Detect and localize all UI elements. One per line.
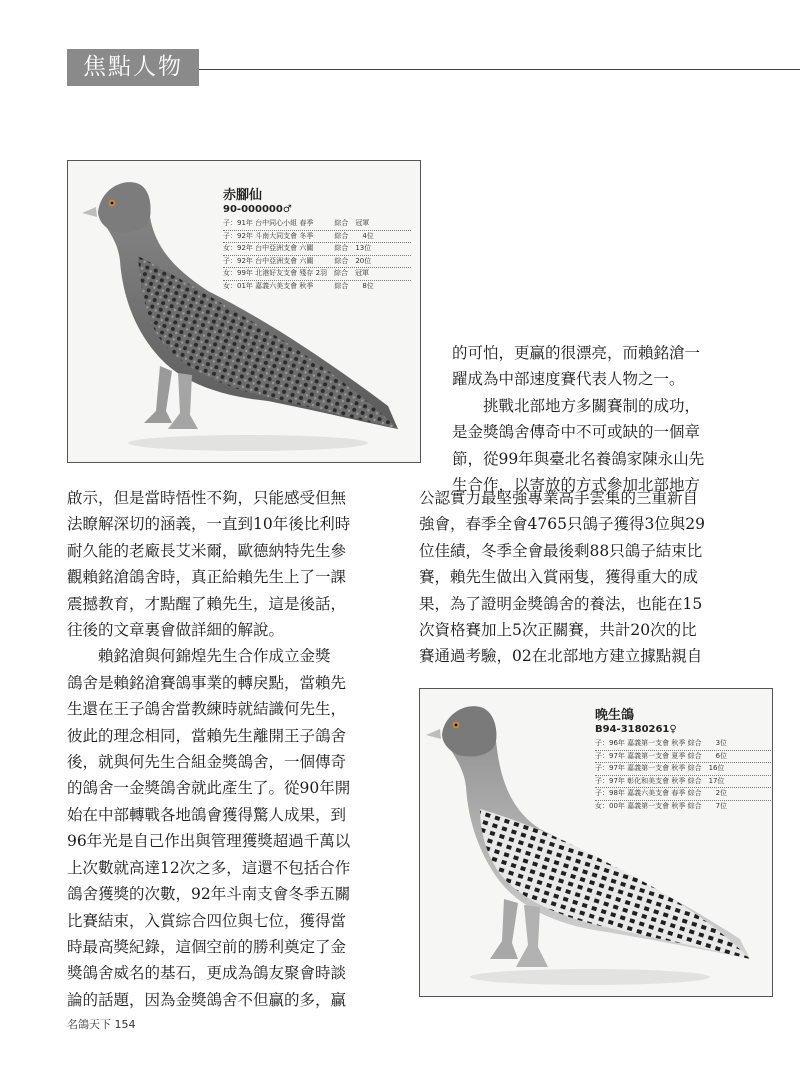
right-column-text <box>419 485 789 670</box>
text-line: 比賽結束，入賞綜合四位與七位，獲得當 <box>67 911 347 930</box>
text-line: 節，從99年與臺北名養鴿家陳永山先 <box>452 449 705 468</box>
ring-number: 90-000000♂ <box>223 204 292 215</box>
text-line: 鴿舍獲獎的次數，92年斗南支會冬季五關 <box>67 885 351 904</box>
text-line: 是金獎鴿舍傳奇中不可或缺的一個章 <box>452 423 701 442</box>
record-row: 女：01年 嘉義六美支會 秋季 綜合 8位 <box>223 281 374 290</box>
pigeon-photo-1 <box>67 160 421 463</box>
text-line: 觀賴銘滄鴿舍時，真正給賴先生上了一課 <box>67 568 347 587</box>
text-line: 強會，春季全會4765只鴿子獲得3位與29 <box>419 515 706 534</box>
right-column-top-text <box>452 340 785 498</box>
pigeon-name: 晚生鴿 <box>595 708 635 723</box>
text-line: 時最高獎紀錄，這個空前的勝利奠定了金 <box>67 937 347 956</box>
text-line: 96年光是自己作出與管理獲獎超過千萬以 <box>67 832 351 851</box>
record-row: 女：92年 台中亞洲支會 六關 綜合 13位 <box>223 243 411 256</box>
record-row: 子：98年 嘉義六美支會 春季 綜合 2位 <box>595 788 773 801</box>
text-line: 的鴿舍一金獎鴿舍就此產生了。從90年開 <box>67 779 351 798</box>
text-line: 賴銘滄與何錦煌先生合作成立金獎 <box>67 647 331 666</box>
record-row: 子：97年 嘉義第一支會 夏季 綜合 6位 <box>595 751 773 764</box>
header-rule <box>199 69 800 70</box>
text-line: 生合作，以寄放的方式參加北部地方 <box>452 476 701 495</box>
text-line: 論的話題，因為金獎鴿舍不但贏的多，贏 <box>67 990 347 1009</box>
text-line: 後，就與何先生合組金獎鴿舍，一個傳奇 <box>67 753 347 772</box>
record-row: 子：92年 台中亞洲支會 六關 綜合 20位 <box>223 256 411 269</box>
text-line: 公認實力最堅強專業高手雲集的三重新自 <box>419 489 699 507</box>
text-line: 始在中部轉戰各地鴿會獲得驚人成果，到 <box>67 805 347 824</box>
record-row: 女：00年 嘉義第一支會 秋季 綜合 7位 <box>595 801 728 810</box>
record-row: 子：96年 嘉義第一支會 秋季 綜合 3位 <box>595 738 773 751</box>
text-line: 賽通過考驗，02在北部地方建立據點親自 <box>419 647 703 666</box>
text-line: 位佳績，冬季全會最後剩88只鴿子結束比 <box>419 541 703 560</box>
record-row: 子：97年 嘉義第一支會 秋季 綜合 16位 <box>595 763 773 776</box>
text-line: 啟示，但是當時悟性不夠，只能感受但無 <box>67 489 347 507</box>
record-row: 子：92年 斗南大同支會 冬季 綜合 4位 <box>223 231 411 244</box>
text-line: 法瞭解深切的涵義，一直到10年後比利時 <box>67 515 351 534</box>
ring-number: B94-3180261♀ <box>595 724 677 735</box>
section-label: 焦點人物 <box>67 49 199 86</box>
page-folio: 名鴿天下 154 <box>67 1018 136 1031</box>
pigeon-photo-2 <box>419 688 773 997</box>
pedigree-card-1 <box>223 184 411 292</box>
record-row: 女：99年 北港好友支會 殘存 2羽 綜合 冠軍 <box>223 268 411 281</box>
text-line: 往後的文章裏會做詳細的解說。 <box>67 621 285 640</box>
text-line: 次資格賽加上5次正關賽，共計20次的比 <box>419 621 697 640</box>
text-line: 上次數就高達12次之多，這還不包括合作 <box>67 858 351 877</box>
pedigree-card-2 <box>595 704 773 812</box>
record-row: 子：97年 彰化和美支會 秋季 綜合 17位 <box>595 776 773 789</box>
text-line: 耐久能的老廠長艾米爾，歐德納特先生參 <box>67 541 347 560</box>
record-row: 子：91年 台中同心小組 春季 綜合 冠軍 <box>223 218 411 231</box>
text-line: 震撼教育，才點醒了賴先生，這是後話， <box>67 594 347 613</box>
text-line: 果，為了證明金獎鴿舍的養法，也能在15 <box>419 594 703 613</box>
text-line: 躍成為中部速度賽代表人物之一。 <box>452 370 685 389</box>
text-line: 挑戰北部地方多關賽制的成功， <box>452 396 701 415</box>
text-line: 彼此的理念相同，當賴先生離開王子鴿舍 <box>67 726 347 745</box>
text-line: 獎鴿舍威名的基石，更成為鴿友聚會時談 <box>67 964 347 983</box>
text-line: 鴿舍是賴銘滄賽鴿事業的轉戾點，當賴先 <box>67 673 347 692</box>
text-line: 的可怕，更贏的很漂亮，而賴銘滄一 <box>452 344 701 362</box>
text-line: 賽，賴先生做出入賞兩隻，獲得重大的成 <box>419 568 699 587</box>
left-column-text <box>67 485 407 1013</box>
pigeon-name: 赤腳仙 <box>223 188 263 203</box>
text-line: 生還在王子鴿舍當教練時就結識何先生， <box>67 700 347 719</box>
